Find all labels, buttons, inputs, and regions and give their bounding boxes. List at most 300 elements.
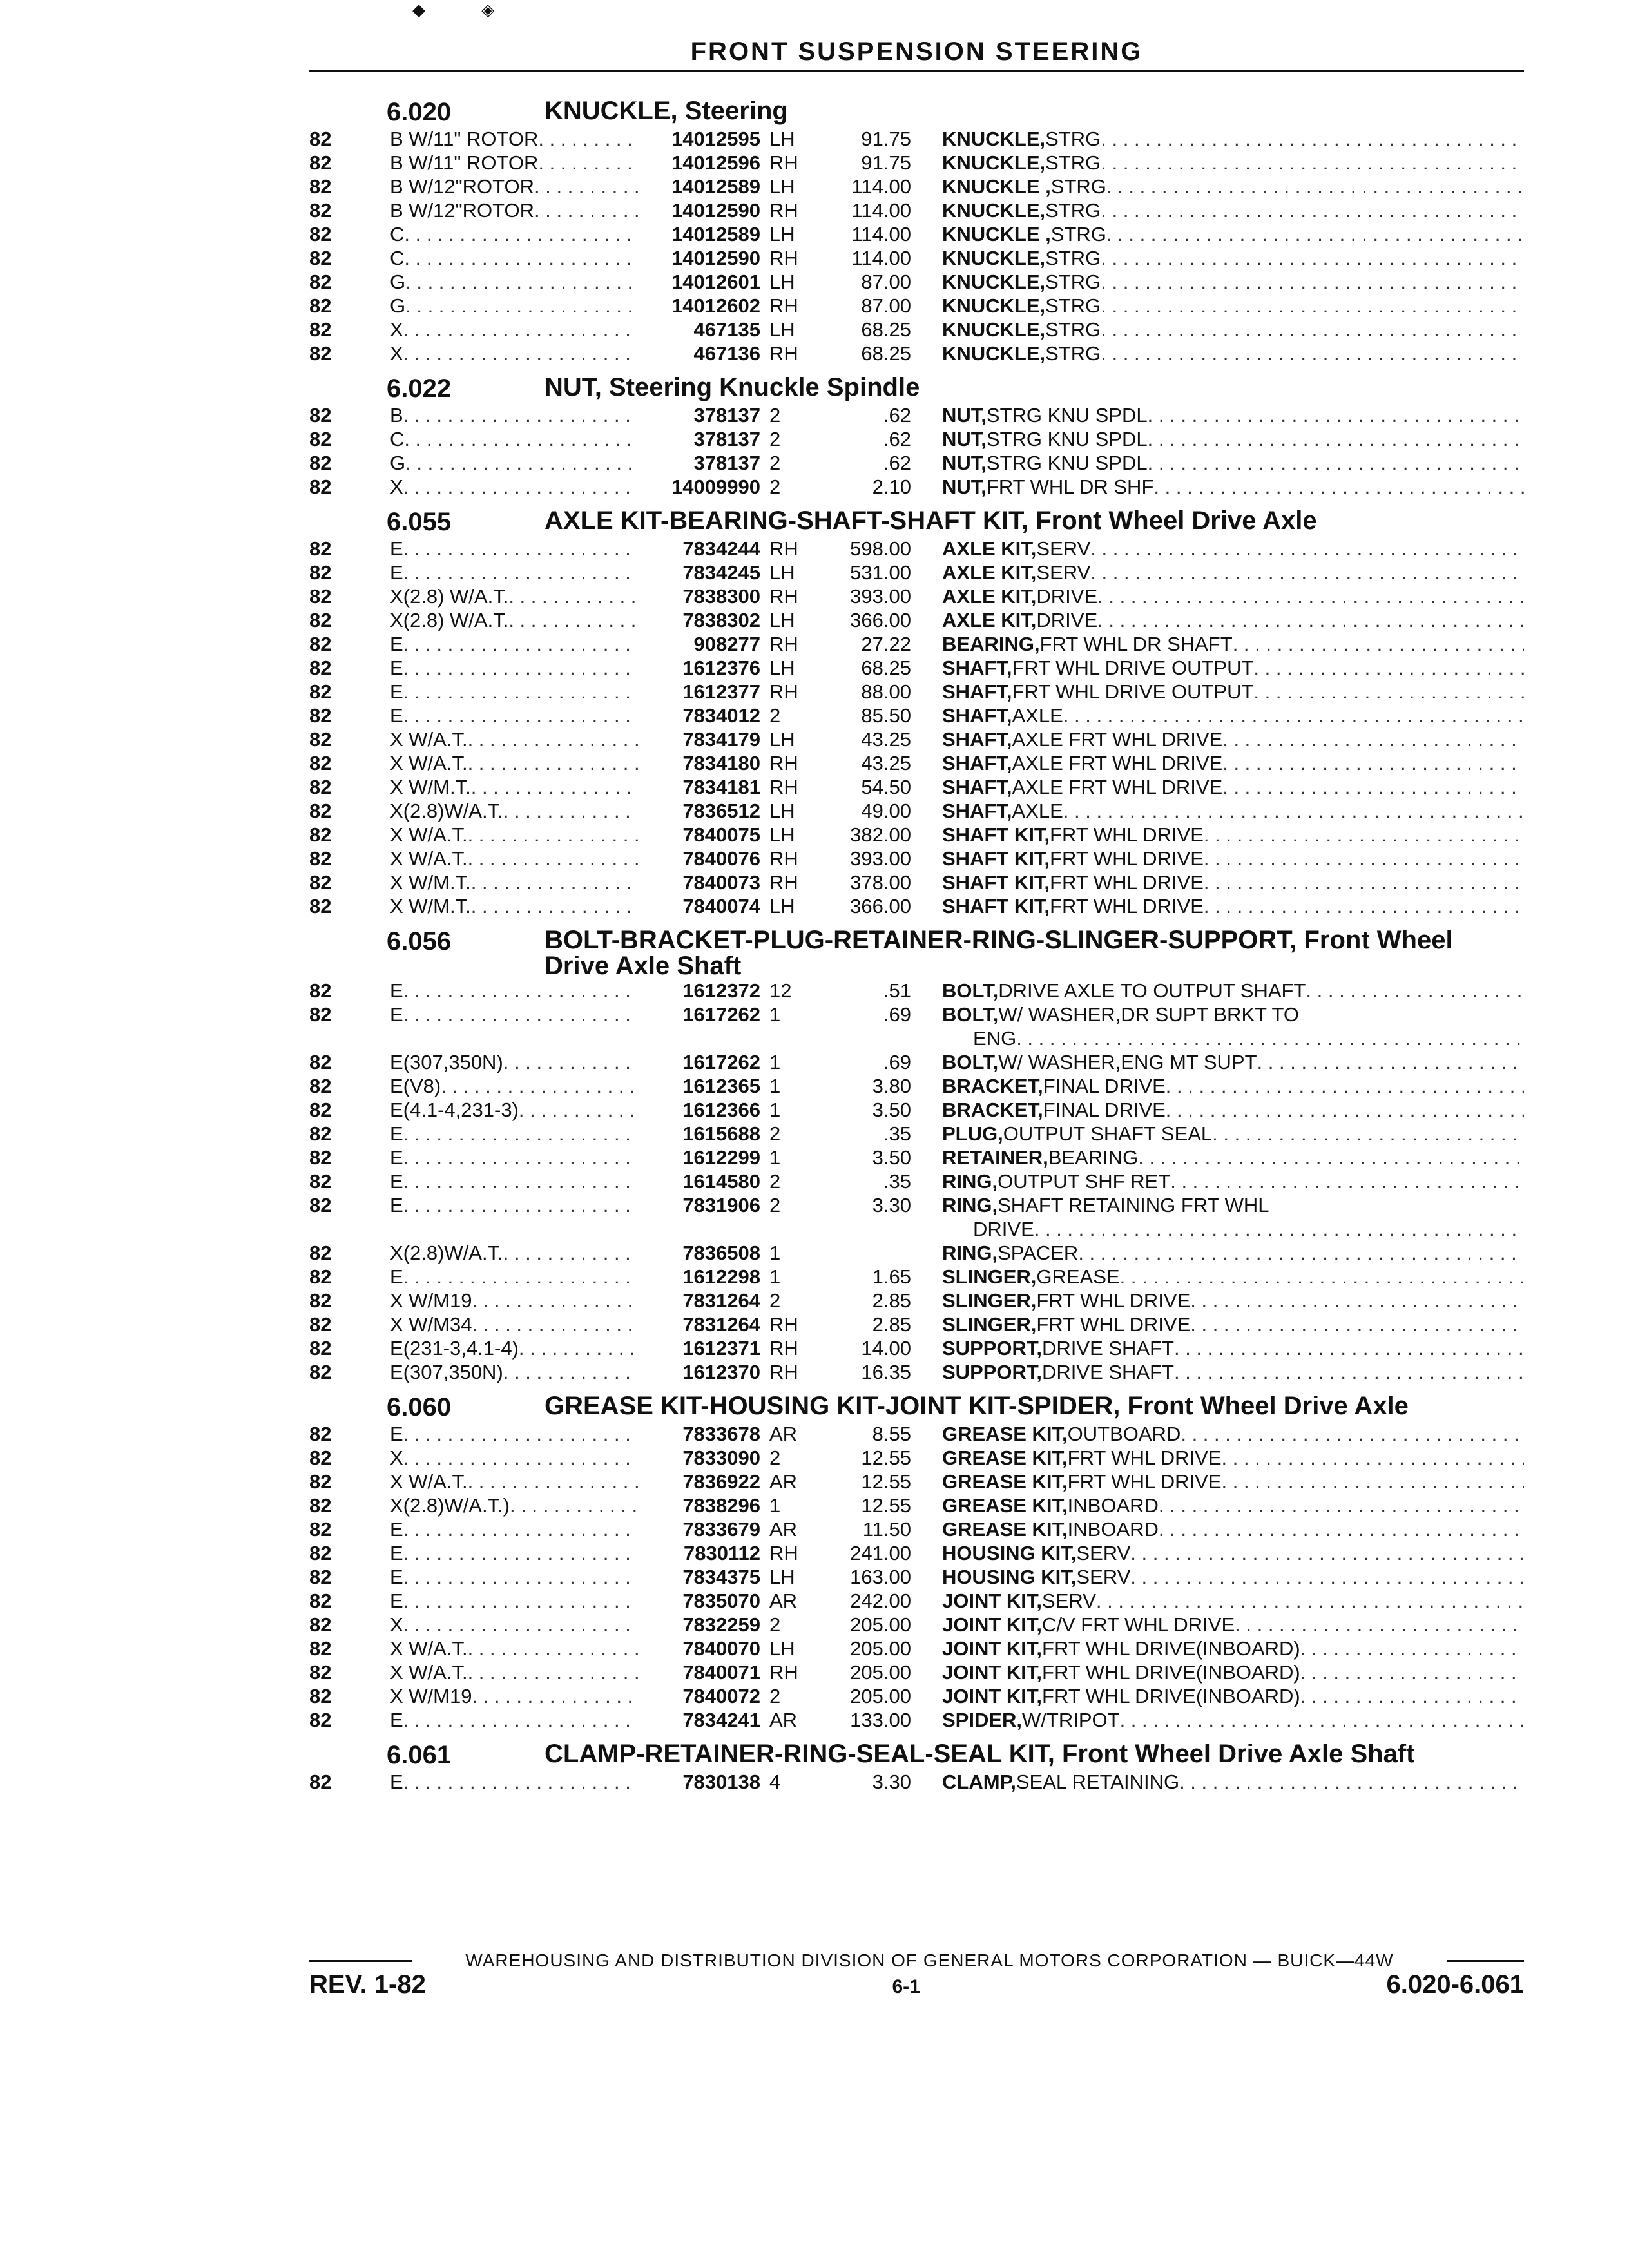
leader-dots [503, 1360, 638, 1384]
description-text: OUTPUT SHAFT SEAL [1003, 1122, 1213, 1145]
part-number: 1612370 [682, 1361, 760, 1383]
leader-dots [1130, 1565, 1524, 1589]
part-row [309, 475, 1524, 499]
description-cell [911, 1565, 1524, 1589]
part-number: 378137 [693, 404, 760, 427]
quantity: RH [769, 776, 798, 798]
footer-bottom [309, 1970, 1524, 1999]
model-cell [390, 1169, 638, 1193]
model-cell [390, 1360, 638, 1384]
description-cell [911, 1050, 1524, 1074]
section-title: AXLE KIT-BEARING-SHAFT-SHAFT KIT, Front Wheel Drive Axle [545, 506, 1317, 535]
page-number: 6-1 [892, 1976, 920, 1997]
model-cell [390, 847, 638, 870]
description-cell [911, 294, 1524, 318]
description-name: KNUCKLE , [942, 223, 1051, 245]
model-year: 82 [309, 1446, 332, 1469]
leader-dots [403, 1169, 638, 1193]
leader-dots [404, 427, 638, 451]
description-cell [911, 1098, 1524, 1122]
part-number: 1612366 [682, 1099, 760, 1121]
description-cell [911, 1708, 1524, 1732]
leader-dots [538, 151, 638, 175]
header-rule [309, 70, 1524, 72]
model-cell [390, 1265, 638, 1289]
part-row [309, 1241, 1524, 1265]
description-cell [911, 870, 1524, 894]
part-row [309, 1684, 1524, 1708]
part-row [309, 1122, 1524, 1146]
part-number: 7831264 [682, 1313, 760, 1336]
quantity: 2 [769, 1613, 781, 1636]
description-line [942, 270, 1524, 294]
description-cell [911, 608, 1524, 632]
description-name: SHAFT, [942, 728, 1012, 751]
model-code: E [390, 561, 403, 584]
description-line [942, 1637, 1524, 1660]
leader-dots [1148, 427, 1524, 451]
leader-dots [472, 1312, 638, 1336]
description-text: FRT WHL DRIVE [1050, 895, 1204, 918]
price: 88.00 [861, 680, 911, 703]
part-number: 14009990 [671, 476, 760, 498]
description-text: OUTBOARD [1067, 1423, 1181, 1445]
description-name: KNUCKLE , [942, 175, 1051, 198]
description-cell [911, 1589, 1524, 1613]
quantity: AR [769, 1709, 798, 1731]
part-row [309, 318, 1524, 341]
model-year: 82 [309, 1265, 332, 1288]
price: 14.00 [861, 1337, 911, 1360]
part-number: 1617262 [682, 1051, 760, 1073]
description-line [942, 1684, 1524, 1708]
part-number: 14012595 [671, 128, 760, 150]
quantity: RH [769, 342, 798, 365]
description-text: STRG [1045, 151, 1101, 174]
model-code: G [390, 294, 406, 317]
model-year: 82 [309, 1661, 332, 1684]
leader-dots [472, 1289, 638, 1312]
quantity: LH [769, 895, 795, 918]
description-line [942, 427, 1524, 451]
model-code: X(2.8)W/A.T. [390, 800, 503, 822]
leader-dots [403, 318, 638, 341]
description-text: FRT WHL DRIVE(INBOARD) [1042, 1637, 1300, 1660]
part-number: 7831264 [682, 1289, 760, 1312]
description-cell [911, 1446, 1524, 1470]
quantity: RH [769, 871, 798, 894]
part-row [309, 1565, 1524, 1589]
model-cell [390, 1122, 638, 1146]
quantity: RH [769, 847, 798, 870]
model-code: E [390, 1265, 403, 1288]
model-year: 82 [309, 680, 332, 703]
page-header: FRONT SUSPENSION STEERING [690, 37, 1143, 66]
leader-dots [441, 1074, 638, 1098]
part-row [309, 704, 1524, 727]
leader-dots [1222, 1470, 1525, 1494]
section-title: GREASE KIT-HOUSING KIT-JOINT KIT-SPIDER, Front Wheel Drive Axle [545, 1392, 1409, 1420]
description-cell [911, 222, 1524, 246]
description-line [942, 1589, 1524, 1613]
description-name: AXLE KIT, [942, 609, 1037, 631]
description-cell [911, 1684, 1524, 1708]
description-text: STRG [1045, 318, 1101, 341]
part-number: 7840076 [682, 847, 760, 870]
part-row [309, 1517, 1524, 1541]
quantity: AR [769, 1423, 798, 1445]
model-year: 82 [309, 871, 332, 894]
description-line [942, 537, 1524, 561]
part-number: 7836922 [682, 1470, 760, 1493]
description-name: BOLT, [942, 1051, 999, 1073]
description-text: FRT WHL DRIVE OUTPUT [1012, 680, 1254, 703]
description-name: BOLT, [942, 1003, 999, 1026]
footer-rule-right [1447, 1960, 1524, 1962]
part-number: 1614580 [682, 1170, 760, 1193]
description-name: NUT, [942, 452, 987, 474]
quantity: RH [769, 1313, 798, 1336]
section-number: 6.060 [387, 1393, 452, 1421]
model-year: 82 [309, 800, 332, 822]
leader-dots [1016, 1026, 1524, 1050]
part-number: 1612298 [682, 1265, 760, 1288]
description-line [942, 1003, 1524, 1026]
part-number: 7838296 [682, 1494, 760, 1517]
model-year: 82 [309, 151, 332, 174]
description-name: SHAFT, [942, 776, 1012, 798]
model-year: 82 [309, 1194, 332, 1216]
description-line [942, 246, 1524, 270]
leader-dots [403, 561, 638, 584]
model-year: 82 [309, 585, 332, 608]
part-number: 7840073 [682, 871, 760, 894]
part-number: 7834244 [682, 537, 760, 560]
leader-dots [1101, 294, 1524, 318]
leader-dots [1300, 1660, 1524, 1684]
description-cell [911, 1122, 1524, 1146]
price: 382.00 [850, 823, 911, 846]
model-year: 82 [309, 728, 332, 751]
description-text: STRG [1045, 342, 1101, 365]
leader-dots [1300, 1637, 1524, 1660]
description-text: STRG KNU SPDL [986, 404, 1148, 427]
description-line [942, 1265, 1524, 1289]
price: 12.55 [861, 1470, 911, 1493]
quantity: 2 [769, 452, 781, 474]
price: 242.00 [850, 1590, 911, 1612]
description-cell [911, 1770, 1524, 1794]
description-cell [911, 451, 1524, 475]
part-number: 7838300 [682, 585, 760, 608]
model-code: E(231-3,4.1-4) [390, 1337, 519, 1360]
price: 114.00 [851, 223, 911, 245]
description-text: FRT WHL DR SHF [986, 476, 1154, 498]
model-code: E [390, 680, 403, 703]
part-number: 7834012 [682, 704, 760, 727]
description-line [942, 1122, 1524, 1146]
description-cell [911, 1265, 1524, 1289]
leader-dots [534, 175, 638, 198]
description-line [942, 1098, 1524, 1122]
part-row [309, 1265, 1524, 1289]
section-number: 6.020 [387, 98, 452, 126]
quantity: LH [769, 800, 795, 822]
model-year: 82 [309, 1709, 332, 1731]
section-heading [309, 1393, 1524, 1422]
quantity: 1 [769, 1265, 781, 1288]
model-cell [390, 1003, 638, 1050]
leader-dots [403, 1613, 638, 1637]
description-text: SERV [1036, 537, 1091, 560]
model-cell [390, 127, 638, 151]
description-text: OUTPUT SHF RET [998, 1170, 1171, 1193]
part-number: 14012596 [671, 151, 760, 174]
description-cell [911, 632, 1524, 656]
description-text: DRIVE [1036, 585, 1098, 608]
part-row [309, 1169, 1524, 1193]
leader-dots [403, 1708, 638, 1732]
part-number: 467135 [693, 318, 760, 341]
part-number: 7840072 [682, 1685, 760, 1707]
description-name: JOINT KIT, [942, 1590, 1043, 1612]
description-cell [911, 1494, 1524, 1517]
model-cell [390, 270, 638, 294]
description-name: SHAFT, [942, 704, 1012, 727]
part-number: 7835070 [682, 1590, 760, 1612]
leader-dots [1257, 1050, 1524, 1074]
description-name: KNUCKLE, [942, 128, 1046, 150]
model-year: 82 [309, 609, 332, 631]
description-line [942, 403, 1524, 427]
part-row [309, 270, 1524, 294]
description-name: AXLE KIT, [942, 537, 1037, 560]
quantity: RH [769, 633, 798, 655]
model-cell [390, 1684, 638, 1708]
price: 3.30 [872, 1771, 911, 1793]
leader-dots [403, 1541, 638, 1565]
leader-dots [403, 1146, 638, 1169]
part-row [309, 727, 1524, 751]
leader-dots [403, 1122, 638, 1146]
description-cell [911, 1613, 1524, 1637]
model-cell [390, 427, 638, 451]
price: .51 [883, 979, 911, 1002]
model-year: 82 [309, 452, 332, 474]
quantity: 1 [769, 1242, 781, 1264]
description-line [942, 1312, 1524, 1336]
model-year: 82 [309, 1771, 332, 1793]
price: 133.00 [850, 1709, 911, 1731]
part-row [309, 151, 1524, 175]
parts-catalog [309, 89, 1524, 1794]
description-text: FRT WHL DRIVE [1050, 847, 1204, 870]
catalog-section [309, 927, 1524, 1384]
description-cell [911, 1470, 1524, 1494]
description-line [942, 1470, 1524, 1494]
model-code: X(2.8) W/A.T. [390, 609, 509, 631]
description-line [942, 1660, 1524, 1684]
model-code: X [390, 476, 403, 498]
leader-dots [405, 270, 638, 294]
part-row [309, 1770, 1524, 1794]
section-title: BOLT-BRACKET-PLUG-RETAINER-RING-SLINGER-SUPPORT, Front Wheel Drive Axle Shaft [545, 926, 1453, 980]
part-number: 7831906 [682, 1194, 760, 1216]
description-text: SERV [1036, 561, 1091, 584]
description-text: STRG KNU SPDL [986, 452, 1148, 474]
part-number: 7834181 [682, 776, 760, 798]
quantity: 1 [769, 1146, 781, 1169]
part-row [309, 1613, 1524, 1637]
description-name: CLAMP, [942, 1771, 1016, 1793]
description-name: JOINT KIT, [942, 1685, 1043, 1707]
price: 163.00 [850, 1566, 911, 1588]
description-cell [911, 1422, 1524, 1446]
price: .62 [883, 404, 911, 427]
leader-dots [1174, 1336, 1524, 1360]
quantity: RH [769, 294, 798, 317]
quantity: RH [769, 199, 798, 222]
model-year: 82 [309, 1313, 332, 1336]
description-name: GREASE KIT, [942, 1423, 1068, 1445]
description-line [942, 341, 1524, 365]
quantity: RH [769, 1542, 798, 1564]
description-text: DRIVE SHAFT [1042, 1361, 1174, 1383]
model-code: E [390, 633, 403, 655]
model-year: 82 [309, 271, 332, 293]
leader-dots [403, 341, 638, 365]
description-cell [911, 246, 1524, 270]
description-name: SHAFT KIT, [942, 871, 1050, 894]
description-text: W/ WASHER,ENG MT SUPT [998, 1051, 1257, 1073]
model-code: E [390, 1542, 403, 1564]
model-cell [390, 1074, 638, 1098]
model-year: 82 [309, 1075, 332, 1097]
model-year: 82 [309, 895, 332, 918]
description-name: NUT, [942, 404, 987, 427]
leader-dots [1204, 847, 1524, 870]
description-name: GREASE KIT, [942, 1446, 1068, 1469]
part-row [309, 680, 1524, 704]
leader-dots [403, 680, 638, 704]
quantity: LH [769, 271, 795, 293]
part-row [309, 870, 1524, 894]
leader-dots [1212, 1122, 1524, 1146]
model-code: E [390, 1590, 403, 1612]
description-line [942, 1241, 1524, 1265]
description-line [942, 1565, 1524, 1589]
model-code: E [390, 1566, 403, 1588]
model-cell [390, 1289, 638, 1312]
model-code: E [390, 1003, 403, 1026]
description-line [942, 823, 1524, 847]
leader-dots [1179, 1770, 1524, 1794]
model-code: C [390, 223, 405, 245]
model-code: C [390, 428, 405, 450]
model-year: 82 [309, 318, 332, 341]
description-text: DRIVE SHAFT [1042, 1337, 1174, 1360]
model-code: X W/A.T. [390, 752, 468, 774]
description-name: SHAFT, [942, 800, 1012, 822]
model-cell [390, 799, 638, 823]
part-number: 7840071 [682, 1661, 760, 1684]
model-cell [390, 175, 638, 198]
model-year: 82 [309, 1361, 332, 1383]
price: 3.80 [872, 1075, 911, 1097]
quantity: 2 [769, 476, 781, 498]
part-row [309, 751, 1524, 775]
model-cell [390, 1146, 638, 1169]
description-text: DRIVE AXLE TO OUTPUT SHAFT [998, 979, 1306, 1002]
description-text: FRT WHL DRIVE [1050, 823, 1204, 846]
description-name: KNUCKLE, [942, 271, 1046, 293]
leader-dots [403, 632, 638, 656]
part-row [309, 1146, 1524, 1169]
description-text: FRT WHL DRIVE [1067, 1446, 1222, 1469]
description-name: SHAFT, [942, 657, 1012, 679]
model-cell [390, 1565, 638, 1589]
model-year: 82 [309, 1170, 332, 1193]
part-row [309, 894, 1524, 918]
quantity: AR [769, 1518, 798, 1541]
leader-dots [1096, 1589, 1524, 1613]
leader-dots [468, 1637, 638, 1660]
footer-division: WAREHOUSING AND DISTRIBUTION DIVISION OF GENERAL MOTORS CORPORATION — BUICK—44W [465, 1950, 1394, 1970]
model-year: 82 [309, 247, 332, 269]
section-number: 6.056 [387, 927, 452, 956]
model-year: 82 [309, 1590, 332, 1612]
description-line [942, 175, 1524, 198]
model-cell [390, 751, 638, 775]
description-line [942, 584, 1524, 608]
description-line [942, 1446, 1524, 1470]
description-text: W/ WASHER,DR SUPT BRKT TO [998, 1003, 1300, 1026]
description-line [942, 1074, 1524, 1098]
part-number: 7840074 [682, 895, 760, 918]
description-cell [911, 680, 1524, 704]
part-row [309, 1050, 1524, 1074]
description-text: SERV [1042, 1590, 1096, 1612]
part-row [309, 403, 1524, 427]
leader-dots [1101, 318, 1524, 341]
price: 241.00 [850, 1542, 911, 1564]
model-cell [390, 1098, 638, 1122]
leader-dots [404, 222, 638, 246]
price: 87.00 [861, 294, 911, 317]
leader-dots [1166, 1098, 1524, 1122]
section-heading [309, 98, 1524, 127]
description-cell [911, 198, 1524, 222]
section-title: KNUCKLE, Steering [545, 97, 788, 125]
model-year: 82 [309, 1637, 332, 1660]
description-line [942, 1050, 1524, 1074]
description-cell [911, 727, 1524, 751]
quantity: 2 [769, 704, 781, 727]
leader-dots [471, 894, 638, 918]
model-cell [390, 680, 638, 704]
model-code: E(V8) [390, 1075, 441, 1097]
leader-dots [1097, 608, 1524, 632]
description-line [942, 704, 1524, 727]
description-cell [911, 704, 1524, 727]
leader-dots [1159, 1494, 1524, 1517]
part-number: 7836508 [682, 1242, 760, 1264]
leader-dots [404, 246, 638, 270]
quantity: 4 [769, 1771, 781, 1793]
model-cell [390, 403, 638, 427]
model-code: E [390, 1518, 403, 1541]
model-year: 82 [309, 199, 332, 222]
